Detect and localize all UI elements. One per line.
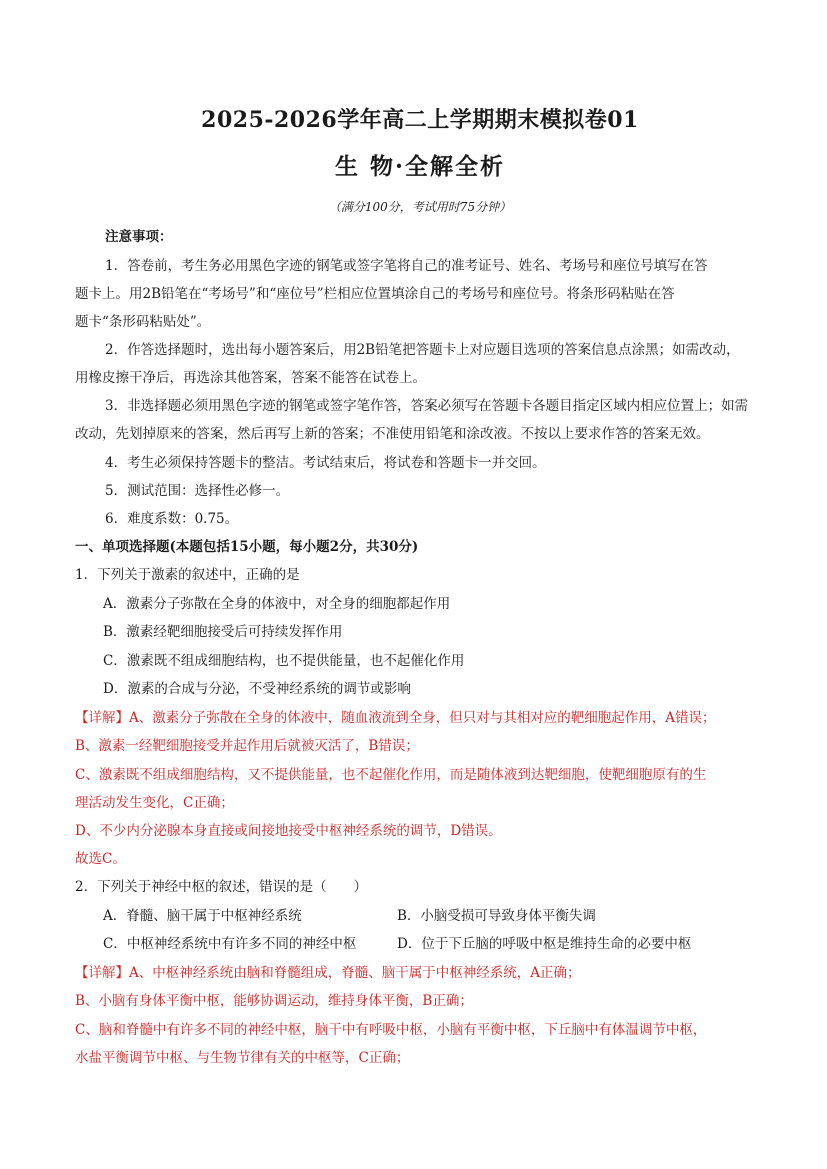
- option-d: D．位于下丘脑的呼吸中枢是维持生命的必要中枢: [397, 936, 692, 952]
- notice-line: 6．难度系数：0.75。: [105, 511, 239, 527]
- explanation-line: C、脑和脊髓中有许多不同的神经中枢，脑干中有呼吸中枢，小脑有平衡中枢，下丘脑中有体温调节中枢，: [75, 1022, 707, 1038]
- explanation-line: 理活动发生变化，C正确；: [75, 795, 234, 811]
- option-b: B．小脑受损可导致身体平衡失调: [397, 908, 596, 924]
- notice-line: 题卡上。用2B铅笔在“考场号”和“座位号”栏相应位置填涂自己的考场号和座位号。将条形码粘贴在答: [75, 286, 675, 302]
- page-subtitle: 生 物·全解全析: [334, 153, 505, 180]
- notice-line: 改动，先划掉原来的答案，然后再写上新的答案；不准使用铅笔和涂改液。不按以上要求作答的答案无效。: [75, 426, 710, 442]
- answer-line: 故选C。: [75, 851, 126, 867]
- option-c: C．激素既不组成细胞结构，也不提供能量，也不起催化作用: [103, 653, 465, 669]
- notice-heading: 注意事项：: [105, 229, 173, 245]
- notice-line: 5．测试范围：选择性必修一。: [105, 483, 290, 499]
- notice-line: 1．答卷前，考生务必用黑色字迹的钢笔或签字笔将自己的准考证号、姓名、考场号和座位号填写在答: [105, 258, 708, 274]
- explanation-line: B、小脑有身体平衡中枢，能够协调运动，维持身体平衡，B正确；: [75, 993, 473, 1009]
- explanation-line: C、激素既不组成细胞结构，又不提供能量，也不起催化作用，而是随体液到达靶细胞，使靶细胞原有的生: [75, 767, 707, 783]
- explanation-line: 【详解】A、中枢神经系统由脑和脊髓组成，脊髓、脑干属于中枢神经系统，A正确；: [75, 965, 581, 981]
- option-a: A．激素分子弥散在全身的体液中，对全身的细胞都起作用: [103, 596, 451, 612]
- section-heading: 一、单项选择题(本题包括15小题，每小题2分，共30分): [75, 539, 419, 555]
- option-a: A．脊髓、脑干属于中枢神经系统: [103, 908, 302, 924]
- explanation-line: 水盐平衡调节中枢、与生物节律有关的中枢等，C正确；: [75, 1050, 410, 1066]
- option-c: C．中枢神经系统中有许多不同的神经中枢: [103, 936, 357, 952]
- question-stem: 2．下列关于神经中枢的叙述，错误的是（ ）: [75, 879, 368, 895]
- notice-line: 2．作答选择题时，选出每小题答案后，用2B铅笔把答题卡上对应题目选项的答案信息点涂黑；如需改动，: [105, 342, 740, 358]
- notice-line: 3．非选择题必须用黑色字迹的钢笔或签字笔作答，答案必须写在答题卡各题目指定区域内相应位置上；如需: [105, 398, 749, 414]
- explanation-line: D、不少内分泌腺本身直接或间接地接受中枢神经系统的调节，D错误。: [75, 823, 502, 839]
- option-b: B．激素经靶细胞接受后可持续发挥作用: [103, 624, 343, 640]
- notice-line: 4．考生必须保持答题卡的整洁。考试结束后，将试卷和答题卡一并交回。: [105, 455, 546, 471]
- explanation-line: 【详解】A、激素分子弥散在全身的体液中，随血液流到全身，但只对与其相对应的靶细胞起作用，A错误；: [75, 710, 716, 726]
- notice-line: 用橡皮擦干净后，再选涂其他答案，答案不能答在试卷上。: [75, 370, 426, 386]
- question-stem: 1．下列关于激素的叙述中，正确的是: [75, 567, 300, 583]
- notice-line: 题卡“条形码粘贴处”。: [75, 314, 211, 330]
- score-note: （满分100分，考试用时75分钟）: [328, 200, 512, 214]
- explanation-line: B、激素一经靶细胞接受并起作用后就被灭活了，B错误；: [75, 738, 419, 754]
- option-d: D．激素的合成与分泌，不受神经系统的调节或影响: [103, 681, 411, 697]
- page-title: 2025-2026学年高二上学期期末模拟卷01: [201, 107, 639, 133]
